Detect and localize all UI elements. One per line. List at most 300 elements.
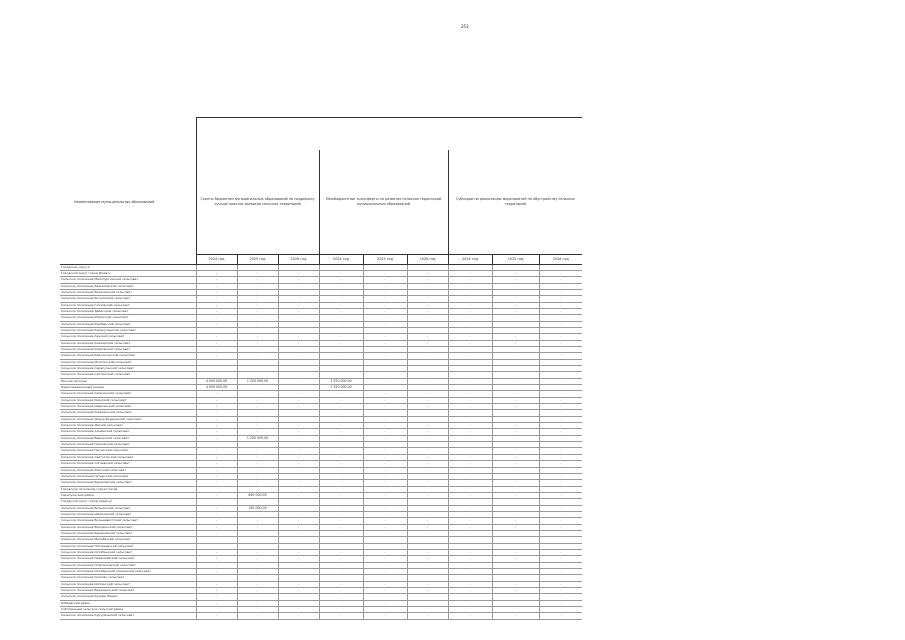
value-cell: - <box>539 404 582 410</box>
value-cell: - <box>539 397 582 403</box>
value-cell: - <box>363 308 407 314</box>
municipality-name-cell: Прочие расходы <box>60 378 196 384</box>
value-cell: 1 200 000,00 <box>237 378 278 384</box>
value-cell: - <box>196 556 237 562</box>
value-cell: - <box>407 530 448 536</box>
municipality-name-cell: Сарапульский район <box>60 492 196 498</box>
value-cell: - <box>319 283 363 289</box>
value-cell: - <box>319 346 363 352</box>
value-cell: - <box>448 289 492 295</box>
value-cell: - <box>448 353 492 359</box>
value-cell: - <box>492 321 539 327</box>
value-cell: - <box>492 435 539 441</box>
municipality-name-cell: Сельское поселение Глазовский сельсовет <box>60 302 196 308</box>
value-cell: - <box>237 600 278 606</box>
value-cell: - <box>407 492 448 498</box>
value-cell: - <box>407 397 448 403</box>
value-cell: - <box>363 448 407 454</box>
value-cell: - <box>448 435 492 441</box>
municipality-name-cell: Сельское поселение Большевистский сельсовет <box>60 518 196 524</box>
value-cell: - <box>407 277 448 283</box>
value-cell: - <box>539 416 582 422</box>
municipality-name-cell: Сельское поселение Водзимонский сельсовет <box>60 588 196 594</box>
value-cell: - <box>492 461 539 467</box>
value-cell: - <box>448 569 492 575</box>
value-cell: - <box>407 505 448 511</box>
value-cell: - <box>237 340 278 346</box>
value-cell: - <box>492 289 539 295</box>
value-cell: - <box>237 480 278 486</box>
value-cell: - <box>448 283 492 289</box>
value-cell: - <box>278 530 319 536</box>
value-cell: - <box>448 581 492 587</box>
value-cell: - <box>363 404 407 410</box>
value-cell: - <box>363 461 407 467</box>
value-cell: - <box>237 270 278 276</box>
value-cell: - <box>539 334 582 340</box>
municipality-name-cell: Сельское поселение Курчумовский сельсовет <box>60 613 196 619</box>
value-cell: - <box>492 492 539 498</box>
year-header-cell: 2024 год <box>196 254 237 264</box>
value-cell: - <box>448 315 492 321</box>
value-cell: - <box>448 391 492 397</box>
value-cell: - <box>319 569 363 575</box>
table-row <box>60 613 582 619</box>
value-cell: - <box>492 340 539 346</box>
municipality-name-cell: Городские округа <box>60 264 196 270</box>
value-cell: - <box>492 569 539 575</box>
value-cell: - <box>407 473 448 479</box>
value-cell: - <box>363 340 407 346</box>
value-cell: - <box>448 270 492 276</box>
value-cell: - <box>363 549 407 555</box>
value-cell: - <box>492 308 539 314</box>
value-cell: - <box>363 594 407 600</box>
value-cell: - <box>319 416 363 422</box>
value-cell: - <box>237 296 278 302</box>
value-cell: - <box>363 277 407 283</box>
municipality-name-cell: Сельское поселение Граховский сельсовет <box>60 442 196 448</box>
municipality-name-cell: Сельское поселение Шарканский сельсовет <box>60 404 196 410</box>
value-cell: - <box>407 423 448 429</box>
value-cell: - <box>237 410 278 416</box>
value-cell: - <box>407 416 448 422</box>
table-body <box>60 264 582 619</box>
value-cell: - <box>492 518 539 524</box>
budget-table-sheet <box>60 117 582 618</box>
value-cell: - <box>448 505 492 511</box>
value-cell: - <box>237 613 278 619</box>
value-cell: - <box>448 404 492 410</box>
value-cell: - <box>539 473 582 479</box>
value-cell: - <box>278 461 319 467</box>
value-cell: - <box>237 530 278 536</box>
value-cell: - <box>448 277 492 283</box>
value-cell: - <box>539 302 582 308</box>
value-cell: - <box>319 505 363 511</box>
value-cell: - <box>363 518 407 524</box>
value-cell: - <box>237 429 278 435</box>
value-cell: - <box>539 289 582 295</box>
value-cell: - <box>319 594 363 600</box>
value-cell: - <box>448 296 492 302</box>
municipality-name-cell: Нераспределенный резерв <box>60 385 196 391</box>
value-cell: - <box>278 613 319 619</box>
value-cell: - <box>278 353 319 359</box>
value-cell: - <box>278 467 319 473</box>
value-cell: - <box>407 454 448 460</box>
value-cell: - <box>363 454 407 460</box>
year-header-cell: 2025 год <box>492 254 539 264</box>
year-header-row <box>60 254 582 264</box>
value-cell: - <box>539 505 582 511</box>
value-cell: - <box>363 600 407 606</box>
value-cell: - <box>539 581 582 587</box>
value-cell: - <box>237 518 278 524</box>
value-cell: - <box>237 594 278 600</box>
value-cell: - <box>196 581 237 587</box>
municipality-name-cell: Городской округ город Ижевск <box>60 270 196 276</box>
value-cell: - <box>407 613 448 619</box>
value-cell: - <box>539 277 582 283</box>
value-cell: - <box>363 315 407 321</box>
value-cell: - <box>196 353 237 359</box>
value-cell: - <box>278 435 319 441</box>
value-cell: - <box>539 454 582 460</box>
value-cell: - <box>278 296 319 302</box>
value-cell: - <box>448 461 492 467</box>
value-cell: - <box>319 404 363 410</box>
value-cell: - <box>492 467 539 473</box>
value-cell: - <box>539 480 582 486</box>
value-cell: - <box>492 429 539 435</box>
year-header-cell: 2026 год <box>539 254 582 264</box>
municipality-name-cell: Сельское поселение Вольинский сельсовет <box>60 505 196 511</box>
value-cell: - <box>539 569 582 575</box>
value-cell: - <box>448 480 492 486</box>
value-cell: - <box>492 594 539 600</box>
value-cell: - <box>492 397 539 403</box>
value-cell: - <box>237 397 278 403</box>
value-cell: - <box>448 334 492 340</box>
year-header-cell: 2026 год <box>407 254 448 264</box>
value-cell: - <box>407 581 448 587</box>
value-cell: - <box>319 353 363 359</box>
value-cell: - <box>448 600 492 606</box>
value-cell: - <box>196 613 237 619</box>
value-cell: - <box>363 334 407 340</box>
value-cell: - <box>278 448 319 454</box>
municipality-name-cell: Сельское поселение Дебесский сельсовет <box>60 308 196 314</box>
value-cell: - <box>448 511 492 517</box>
value-cell: - <box>319 562 363 568</box>
value-cell: - <box>407 511 448 517</box>
value-cell: - <box>539 283 582 289</box>
value-cell: - <box>407 321 448 327</box>
value-cell: - <box>237 353 278 359</box>
value-cell: - <box>448 473 492 479</box>
value-cell: - <box>363 581 407 587</box>
value-cell: - <box>492 334 539 340</box>
value-cell: - <box>448 346 492 352</box>
value-cell: - <box>196 283 237 289</box>
value-cell: - <box>448 588 492 594</box>
value-cell: - <box>319 448 363 454</box>
value-cell: - <box>278 378 319 384</box>
value-cell: - <box>196 518 237 524</box>
municipality-name-cell: Сельское поселение Алнашский сельсовет <box>60 429 196 435</box>
value-cell: - <box>363 270 407 276</box>
municipality-name-cell: Сельское поселение Вавожский сельсовет <box>60 435 196 441</box>
value-cell: - <box>492 302 539 308</box>
value-cell: - <box>448 448 492 454</box>
value-cell: - <box>492 511 539 517</box>
value-cell: 3 250 000,00 <box>319 378 363 384</box>
value-cell: - <box>492 588 539 594</box>
value-cell: - <box>278 315 319 321</box>
value-cell: - <box>363 397 407 403</box>
value-cell: - <box>407 334 448 340</box>
value-cell: - <box>492 454 539 460</box>
municipality-name-cell: Сельское поселение Каракулинский сельсовет <box>60 327 196 333</box>
value-cell: - <box>363 492 407 498</box>
value-cell: - <box>448 467 492 473</box>
value-cell: - <box>363 435 407 441</box>
value-cell: - <box>492 416 539 422</box>
value-cell: - <box>196 480 237 486</box>
value-cell: - <box>448 524 492 530</box>
municipality-name-cell: Сельское поселение Шолинский сельсовет <box>60 581 196 587</box>
value-cell: - <box>278 505 319 511</box>
value-cell: - <box>319 429 363 435</box>
value-cell: - <box>492 524 539 530</box>
value-cell: - <box>278 429 319 435</box>
value-cell: - <box>319 308 363 314</box>
value-cell: - <box>363 302 407 308</box>
value-cell: - <box>363 378 407 384</box>
value-cell: - <box>407 594 448 600</box>
value-cell: - <box>407 429 448 435</box>
value-cell: - <box>237 404 278 410</box>
value-cell: - <box>319 315 363 321</box>
value-cell: - <box>492 556 539 562</box>
value-cell: - <box>407 270 448 276</box>
value-cell: - <box>196 461 237 467</box>
value-cell: - <box>407 562 448 568</box>
value-cell: - <box>539 549 582 555</box>
value-cell: - <box>278 302 319 308</box>
year-header-cell: 2025 год <box>363 254 407 264</box>
value-cell: - <box>319 321 363 327</box>
value-cell: - <box>407 467 448 473</box>
value-cell: - <box>363 473 407 479</box>
value-cell: - <box>539 346 582 352</box>
municipality-name-cell: Сельское поселение Святогорский сельсовет <box>60 454 196 460</box>
value-cell: - <box>448 397 492 403</box>
value-cell: - <box>492 296 539 302</box>
value-cell: - <box>319 461 363 467</box>
value-cell: - <box>196 435 237 441</box>
value-cell: - <box>539 391 582 397</box>
value-cell: - <box>539 530 582 536</box>
value-cell: - <box>407 480 448 486</box>
value-cell: - <box>539 435 582 441</box>
value-cell: - <box>237 315 278 321</box>
municipality-name-cell: Сельское поселение Красногорский сельсовет <box>60 353 196 359</box>
value-cell: - <box>278 600 319 606</box>
value-cell: - <box>319 454 363 460</box>
value-cell: - <box>492 283 539 289</box>
value-cell: - <box>539 518 582 524</box>
value-cell: - <box>278 480 319 486</box>
value-cell: - <box>196 594 237 600</box>
value-cell: - <box>278 416 319 422</box>
value-cell: 640 000,00 <box>237 492 278 498</box>
value-cell: - <box>237 302 278 308</box>
municipality-name-cell: Сельское поселение Балезинский сельсовет <box>60 289 196 295</box>
value-cell: - <box>363 511 407 517</box>
value-cell: - <box>278 270 319 276</box>
municipality-name-cell: Сельское поселение Сюмсинский сельсовет <box>60 391 196 397</box>
value-cell: - <box>492 353 539 359</box>
value-cell: - <box>363 588 407 594</box>
value-cell: - <box>448 613 492 619</box>
value-cell: - <box>539 613 582 619</box>
value-cell: - <box>407 600 448 606</box>
value-cell: - <box>492 391 539 397</box>
value-cell: - <box>492 581 539 587</box>
municipality-name-cell: Сельское поселение Киясовский сельсовет <box>60 346 196 352</box>
value-cell: - <box>448 423 492 429</box>
municipality-name-cell: Городское поселение город Глазов <box>60 486 196 492</box>
value-cell: - <box>363 556 407 562</box>
value-cell: - <box>196 416 237 422</box>
value-cell: - <box>237 416 278 422</box>
value-cell: - <box>407 391 448 397</box>
value-cell: - <box>539 562 582 568</box>
value-cell: - <box>407 556 448 562</box>
value-cell: - <box>196 511 237 517</box>
value-cell: - <box>196 302 237 308</box>
value-cell: - <box>539 556 582 562</box>
page-number: 253 <box>461 24 469 29</box>
value-cell: - <box>539 308 582 314</box>
value-cell: - <box>363 289 407 295</box>
value-cell: - <box>319 524 363 530</box>
value-cell: - <box>319 435 363 441</box>
value-cell: - <box>448 321 492 327</box>
value-cell: - <box>237 321 278 327</box>
value-cell: - <box>319 549 363 555</box>
value-cell: - <box>407 346 448 352</box>
municipality-name-cell: Сельское поселение Подгорновский сельсовет <box>60 562 196 568</box>
value-cell: - <box>319 600 363 606</box>
value-cell: - <box>539 594 582 600</box>
value-cell: - <box>363 530 407 536</box>
value-cell: - <box>278 511 319 517</box>
value-cell: - <box>237 448 278 454</box>
value-cell: - <box>407 404 448 410</box>
value-cell: - <box>237 454 278 460</box>
value-cell: - <box>407 283 448 289</box>
municipality-name-cell: Сельское поселение Юкаменский сельсовет <box>60 410 196 416</box>
municipality-name-cell: Сельское поселение Первомайский сельсовет <box>60 556 196 562</box>
value-cell: - <box>448 492 492 498</box>
municipality-name-cell: Сельское поселение Ярский сельсовет <box>60 423 196 429</box>
value-cell: - <box>448 308 492 314</box>
value-cell: - <box>319 613 363 619</box>
value-cell: - <box>319 588 363 594</box>
municipality-name-cell: Сельское поселение Сигаевский сельсовет <box>60 461 196 467</box>
value-cell: - <box>407 569 448 575</box>
value-cell: - <box>278 340 319 346</box>
value-cell: - <box>492 277 539 283</box>
value-cell: - <box>196 321 237 327</box>
value-cell: - <box>492 613 539 619</box>
value-cell: - <box>407 340 448 346</box>
value-cell: - <box>539 492 582 498</box>
municipality-name-cell: Сельское поселение Якшур-Бодьинский сельсовет <box>60 416 196 422</box>
value-cell: - <box>319 397 363 403</box>
value-cell: - <box>539 410 582 416</box>
value-cell: - <box>539 270 582 276</box>
value-cell: - <box>196 600 237 606</box>
value-cell: - <box>319 467 363 473</box>
value-cell: - <box>237 391 278 397</box>
value-cell: - <box>319 302 363 308</box>
value-cell: - <box>237 562 278 568</box>
value-cell: 1 200 000,00 <box>237 435 278 441</box>
value-cell: - <box>278 334 319 340</box>
value-cell: - <box>278 556 319 562</box>
value-cell: - <box>407 315 448 321</box>
value-cell: - <box>448 549 492 555</box>
value-cell: - <box>407 378 448 384</box>
value-cell: - <box>278 518 319 524</box>
value-cell: - <box>278 562 319 568</box>
value-cell: - <box>196 524 237 530</box>
header-title-row <box>60 150 582 254</box>
value-cell: - <box>363 480 407 486</box>
value-cell: - <box>407 588 448 594</box>
value-cell: - <box>319 277 363 283</box>
value-cell: - <box>319 530 363 536</box>
value-cell: - <box>363 410 407 416</box>
value-cell: - <box>196 448 237 454</box>
value-cell: - <box>196 334 237 340</box>
value-cell: - <box>492 423 539 429</box>
value-cell: - <box>319 423 363 429</box>
value-cell: - <box>539 448 582 454</box>
value-cell: 4 000 000,00 <box>196 385 237 391</box>
value-cell: - <box>407 308 448 314</box>
municipality-name-cell: Сельское поселение Пычасский сельсовет <box>60 448 196 454</box>
value-cell: - <box>237 549 278 555</box>
value-cell: - <box>237 461 278 467</box>
year-header-cell: 2025 год <box>237 254 278 264</box>
year-header-cell: 2024 год <box>448 254 492 264</box>
year-header-cell: 2024 год <box>319 254 363 264</box>
value-cell: - <box>278 492 319 498</box>
value-cell: - <box>196 308 237 314</box>
value-cell: - <box>319 480 363 486</box>
municipality-name-cell: Сельское поселение Октябрьский Алнашский сельсовет <box>60 569 196 575</box>
value-cell: - <box>319 334 363 340</box>
value-cell: - <box>237 289 278 295</box>
municipality-name-cell: Городской округ город Сарапул <box>60 499 196 505</box>
value-cell: - <box>539 340 582 346</box>
value-cell: - <box>278 321 319 327</box>
